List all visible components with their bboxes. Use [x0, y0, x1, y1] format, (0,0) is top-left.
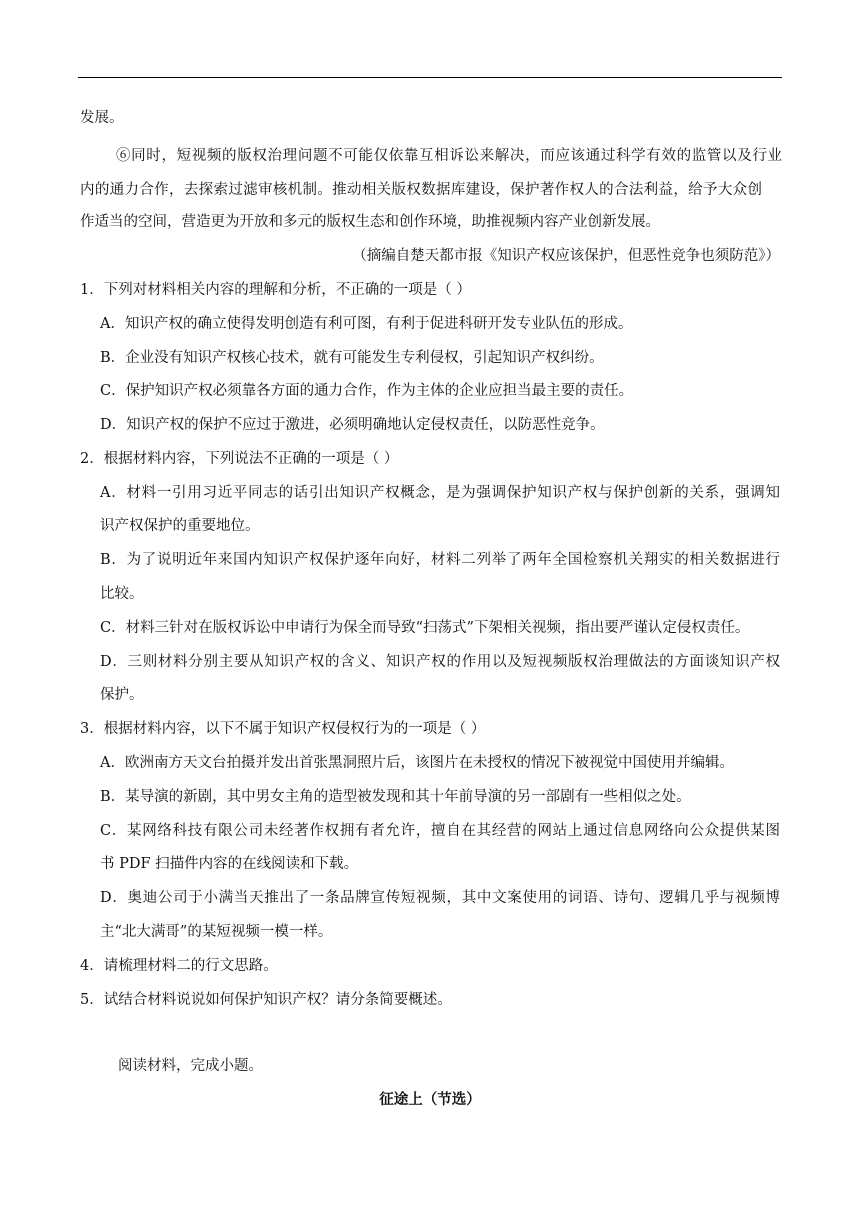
question-2-option-a-line-2: 识产权保护的重要地位。 [100, 518, 260, 534]
question-3-option-a: A．欧洲南方天文台拍摄并发出首张黑洞照片后，该图片在未授权的情况下被视觉中国使用并编辑。 [100, 755, 734, 771]
question-3-option-c-line-2: 书 PDF 扫描件内容的在线阅读和下载。 [100, 856, 359, 872]
question-1-option-a: A．知识产权的确立使得发明创造有利可图，有利于促进科研开发专业队伍的形成。 [100, 316, 633, 332]
question-3-option-d-line-1: D．奥迪公司于小满当天推出了一条品牌宣传短视频，其中文案使用的词语、诗句、逻辑几乎与视频博 [100, 890, 780, 906]
reading-instruction: 阅读材料，完成小题。 [118, 1058, 263, 1074]
paragraph-6-line-1: ⑥同时，短视频的版权治理问题不可能仅依靠互相诉讼来解决，而应该通过科学有效的监管以及行业 [116, 148, 782, 164]
question-2-option-c: C．材料三针对在版权诉讼中申请行为保全而导致“扫荡式”下架相关视频，指出要严谨认定侵权责任。 [100, 620, 750, 636]
question-4-stem: 4．请梳理材料二的行文思路。 [80, 958, 278, 974]
question-3-option-c-line-1: C．某网络科技有限公司未经著作权拥有者允许，擅自在其经营的网站上通过信息网络向公众提供某图 [100, 823, 780, 839]
question-5-stem: 5．试结合材料说说如何保护知识产权？请分条简要概述。 [80, 992, 452, 1008]
question-2-stem: 2．根据材料内容，下列说法不正确的一项是（ ） [80, 451, 399, 467]
question-1-option-c: C．保护知识产权必须靠各方面的通力合作，作为主体的企业应担当最主要的责任。 [100, 383, 634, 399]
paragraph-6-line-2: 内的通力合作，去探索过滤审核机制。推动相关版权数据库建设，保护著作权人的合法利益，给予大众创 [80, 182, 762, 198]
passage-title: 征途上（节选） [379, 1091, 481, 1108]
question-3-option-d-line-2: 主“北大满哥”的某短视频一模一样。 [100, 924, 333, 940]
question-2-option-a-line-1: A．材料一引用习近平同志的话引出知识产权概念，是为强调保护知识产权与保护创新的关系，强调知 [100, 485, 780, 501]
question-1-option-b: B．企业没有知识产权核心技术，就有可能发生专利侵权，引起知识产权纠纷。 [100, 350, 604, 366]
question-1-option-d: D．知识产权的保护不应过于激进，必须明确地认定侵权责任，以防恶性竞争。 [100, 417, 605, 433]
paragraph-6-line-3: 作适当的空间，营造更为开放和多元的版权生态和创作环境，助推视频内容产业创新发展。 [80, 214, 660, 230]
question-2-option-b-line-1: B．为了说明近年来国内知识产权保护逐年向好，材料二列举了两年全国检察机关翔实的相关数据进行 [100, 552, 780, 568]
question-2-option-d-line-1: D．三则材料分别主要从知识产权的含义、知识产权的作用以及短视频版权治理做法的方面谈知识产权 [100, 654, 780, 670]
paragraph-line: 发展。 [80, 110, 124, 126]
source-citation: （摘编自楚天都市报《知识产权应该保护，但恶性竞争也须防范》） [352, 248, 780, 264]
question-2-option-d-line-2: 保护。 [100, 687, 144, 703]
question-3-option-b: B．某导演的新剧，其中男女主角的造型被发现和其十年前导演的另一部剧有一些相似之处。 [100, 789, 691, 805]
question-2-option-b-line-2: 比较。 [100, 586, 144, 602]
question-3-stem: 3．根据材料内容，以下不属于知识产权侵权行为的一项是（ ） [80, 721, 486, 737]
question-1-stem: 1．下列对材料相关内容的理解和分析，不正确的一项是（ ） [80, 282, 471, 298]
header-rule [78, 77, 782, 78]
